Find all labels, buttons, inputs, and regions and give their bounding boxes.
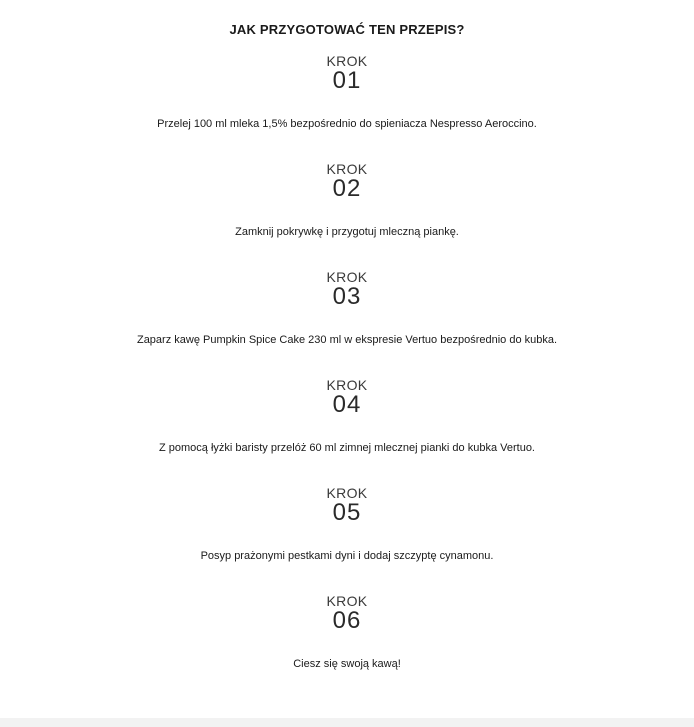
step-text: Zaparz kawę Pumpkin Spice Cake 230 ml w ekspresie Vertuo bezpośrednio do kubka. (136, 334, 558, 346)
step-label: KROK (326, 593, 368, 609)
step-label: KROK (326, 53, 368, 69)
step-label: KROK (326, 269, 368, 285)
step-number: 03 (332, 283, 362, 310)
step-number: 05 (332, 499, 362, 526)
step-number: 02 (332, 175, 362, 202)
step-text: Zamknij pokrywkę i przygotuj mleczną piankę. (235, 226, 459, 238)
step-label: KROK (326, 161, 368, 177)
step-number: 01 (332, 67, 362, 94)
step-label: KROK (326, 377, 368, 393)
step-number: 04 (332, 391, 362, 418)
recipe-title: JAK PRZYGOTOWAĆ TEN PRZEPIS? (229, 22, 465, 37)
step-number: 06 (332, 607, 362, 634)
footer-divider (0, 718, 694, 727)
step-text: Przelej 100 ml mleka 1,5% bezpośrednio do spieniacza Nespresso Aeroccino. (157, 118, 537, 130)
step-label: KROK (326, 485, 368, 501)
step-text: Z pomocą łyżki baristy przelóż 60 ml zimnej mlecznej pianki do kubka Vertuo. (159, 442, 535, 454)
step-text: Posyp prażonymi pestkami dyni i dodaj szczyptę cynamonu. (200, 550, 494, 562)
step-text: Ciesz się swoją kawą! (293, 658, 401, 670)
